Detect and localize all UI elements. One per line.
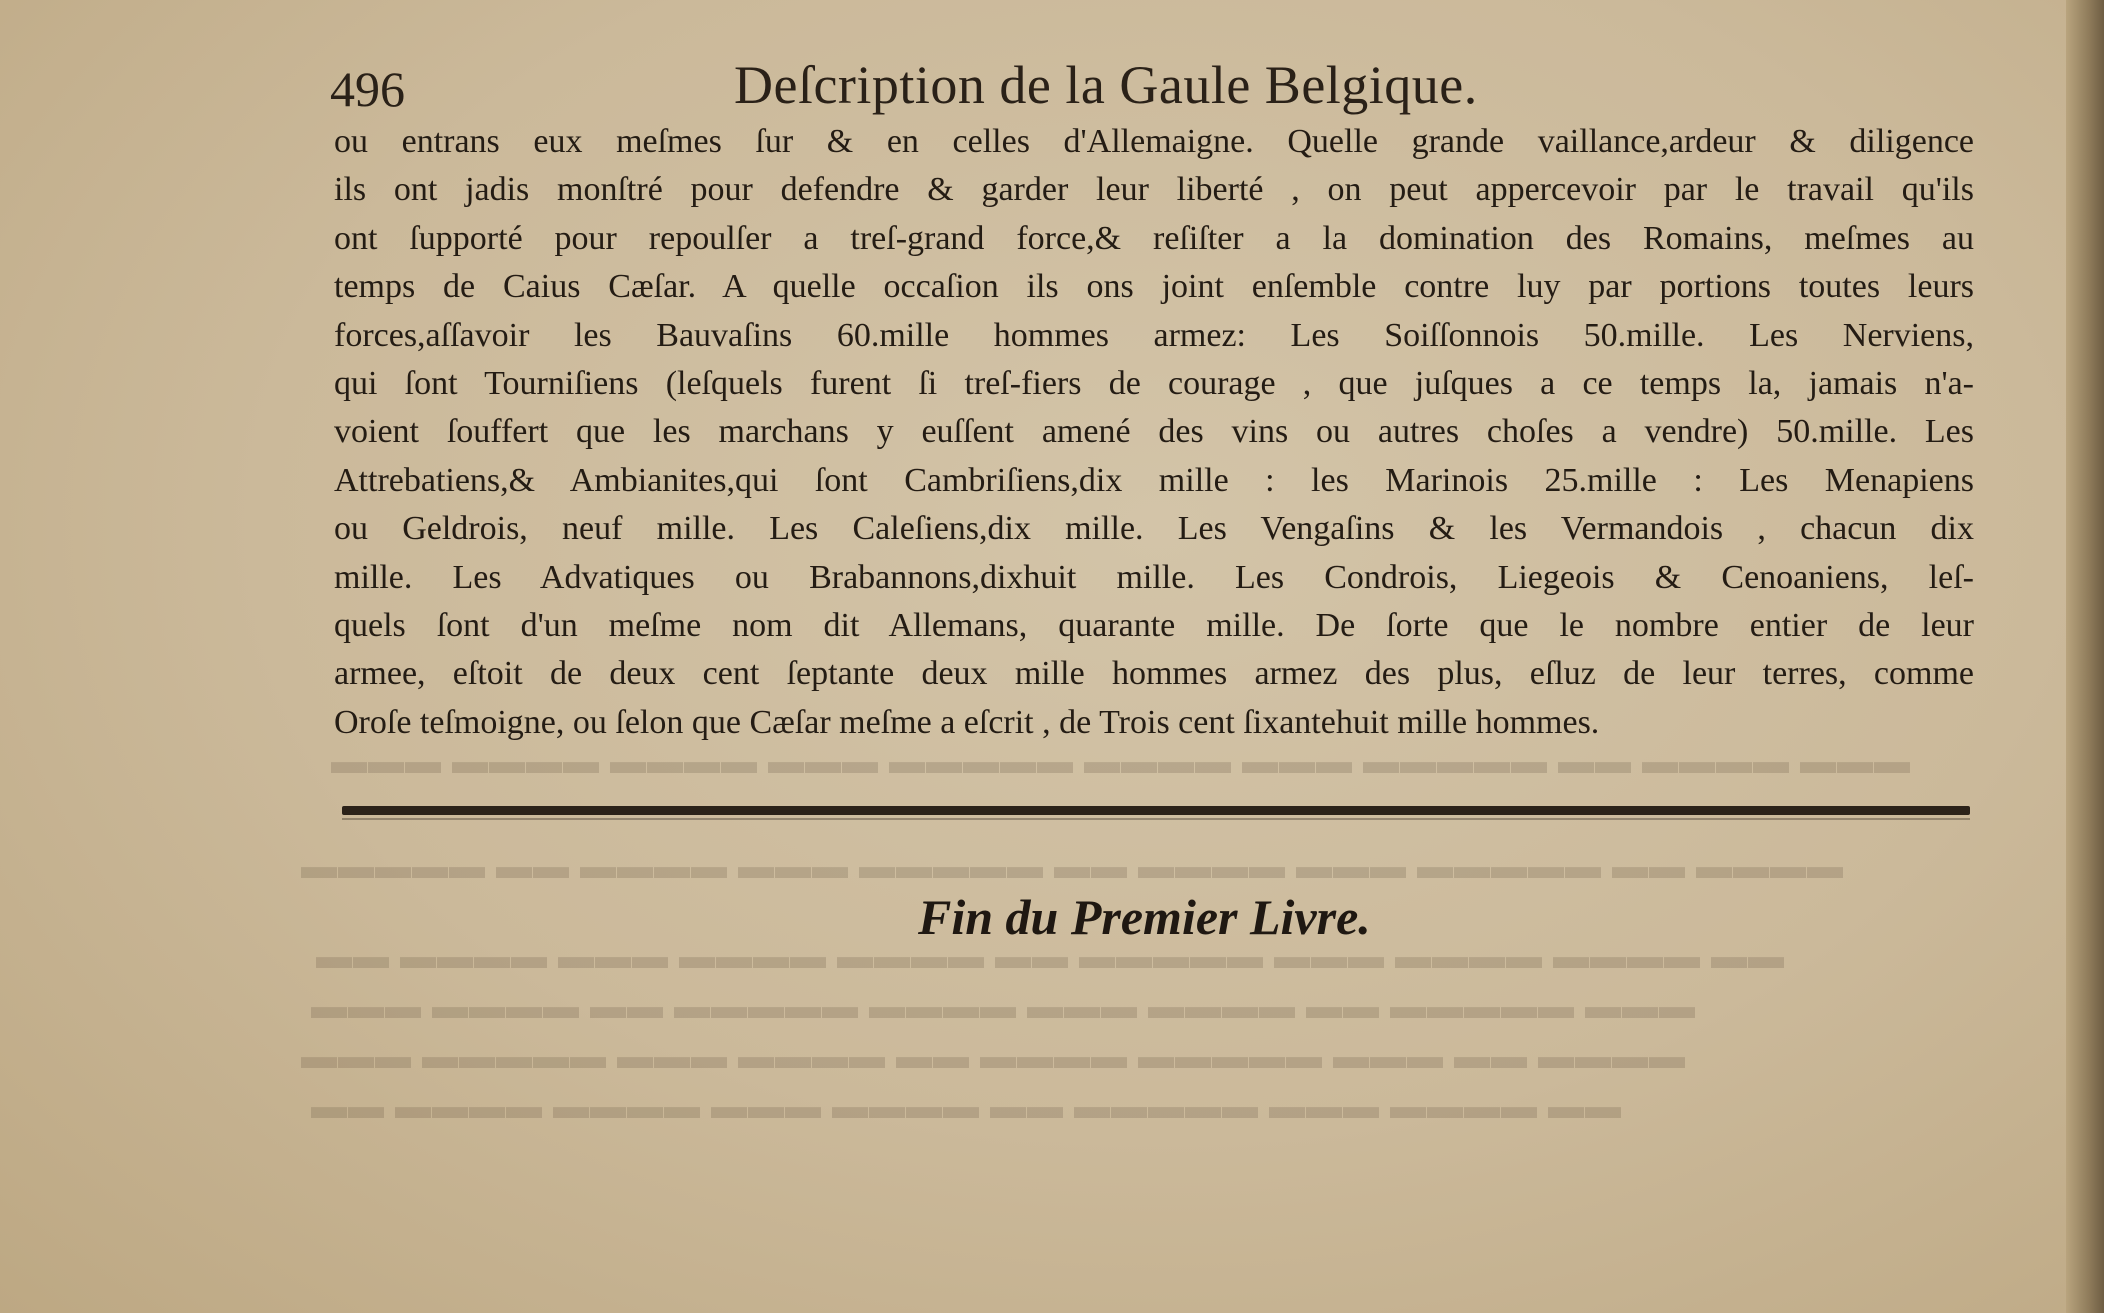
end-of-book-title: Fin du Premier Livre. xyxy=(918,889,1371,945)
section-divider-shadow xyxy=(342,818,1970,820)
text-line: voient ſouffert que les marchans y euſſent amené des vins ou autres choſes a vendre) 50.mille. Les xyxy=(334,413,1974,451)
text-line: ont ſupporté pour repoulſer a treſ-grand force,& reſiſter a la domination des Romains, meſmes au xyxy=(334,219,1974,257)
show-through-decoration: ▬▬▬▬ ▬▬ ▬▬▬ ▬▬▬▬▬ ▬▬▬▬ ▬▬ ▬▬▬▬ ▬▬▬ ▬▬▬▬▬ ▬▬▬ xyxy=(300,1036,1685,1076)
section-divider-rule xyxy=(342,806,1970,815)
show-through-decoration: ▬▬ ▬▬▬▬ ▬▬▬ ▬▬▬▬▬ ▬▬ ▬▬▬▬ ▬▬▬ ▬▬▬▬ ▬▬▬▬ ▬▬ xyxy=(310,1086,1621,1126)
body-text xyxy=(334,118,1974,747)
text-line: forces,aſſavoir les Bauvaſins 60.mille hommes armez: Les Soiſſonnois 50.mille. Les Nerviens, xyxy=(334,316,1974,354)
text-line: ou Geldrois, neuf mille. Les Caleſiens,dix mille. Les Vengaſins & les Vermandois , chacun dix xyxy=(334,510,1974,548)
show-through-decoration: ▬▬▬ ▬▬▬▬ ▬▬ ▬▬▬▬▬ ▬▬▬ ▬▬▬▬ ▬▬▬▬▬ ▬▬▬ ▬▬▬▬ ▬▬▬▬ ▬▬▬ xyxy=(330,741,1910,781)
show-through-decoration: ▬▬ ▬▬▬▬ ▬▬▬▬ ▬▬▬ ▬▬▬▬▬ ▬▬ ▬▬▬▬ ▬▬▬▬ ▬▬▬ ▬▬▬▬ ▬▬ xyxy=(315,936,1784,976)
book-spine-shadow xyxy=(2066,0,2104,1313)
text-line: armee, eſtoit de deux cent ſeptante deux mille hommes armez des plus, eſluz de leur terres, comme xyxy=(334,655,1974,693)
text-line: ou entrans eux meſmes ſur & en celles d'Allemaigne. Quelle grande vaillance,ardeur & diligence xyxy=(334,123,1974,160)
page-header xyxy=(330,52,1970,122)
text-line: Attrebatiens,& Ambianites,qui ſont Cambriſiens,dix mille : les Marinois 25.mille : Les Menapiens xyxy=(334,461,1974,499)
show-through-decoration: ▬▬▬ ▬▬▬▬▬ ▬▬ ▬▬▬▬ ▬▬▬ ▬▬▬▬ ▬▬▬▬▬ ▬▬ ▬▬▬▬ ▬▬▬ xyxy=(310,986,1695,1026)
text-line: temps de Caius Cæſar. A quelle occaſion ils ons joint enſemble contre luy par portions toutes leurs xyxy=(334,268,1974,306)
text-line: qui ſont Tourniſiens (leſquels furent ſi treſ-fiers de courage , que juſques a ce temps la, jamais n'a- xyxy=(334,364,1974,402)
text-line: mille. Les Advatiques ou Brabannons,dixhuit mille. Les Condrois, Liegeois & Cenoaniens, leſ- xyxy=(334,558,1974,596)
running-title: Deſcription de la Gaule Belgique. xyxy=(734,55,1478,115)
show-through-decoration: ▬▬▬▬ ▬▬ ▬▬▬▬▬ ▬▬▬ ▬▬▬▬ ▬▬ ▬▬▬▬▬ ▬▬▬ ▬▬▬▬ ▬▬ ▬▬▬▬▬ xyxy=(300,846,1843,886)
text-line: Oroſe teſmoigne, ou ſelon que Cæſar meſme a eſcrit , de Trois cent ſixantehuit mille hommes. xyxy=(334,703,1600,741)
text-line: ils ont jadis monſtré pour defendre & garder leur liberté , on peut appercevoir par le travail qu'ils xyxy=(334,171,1974,209)
text-line: quels ſont d'un meſme nom dit Allemans, quarante mille. De ſorte que le nombre entier de leur xyxy=(334,606,1974,644)
page-number: 496 xyxy=(330,61,405,117)
